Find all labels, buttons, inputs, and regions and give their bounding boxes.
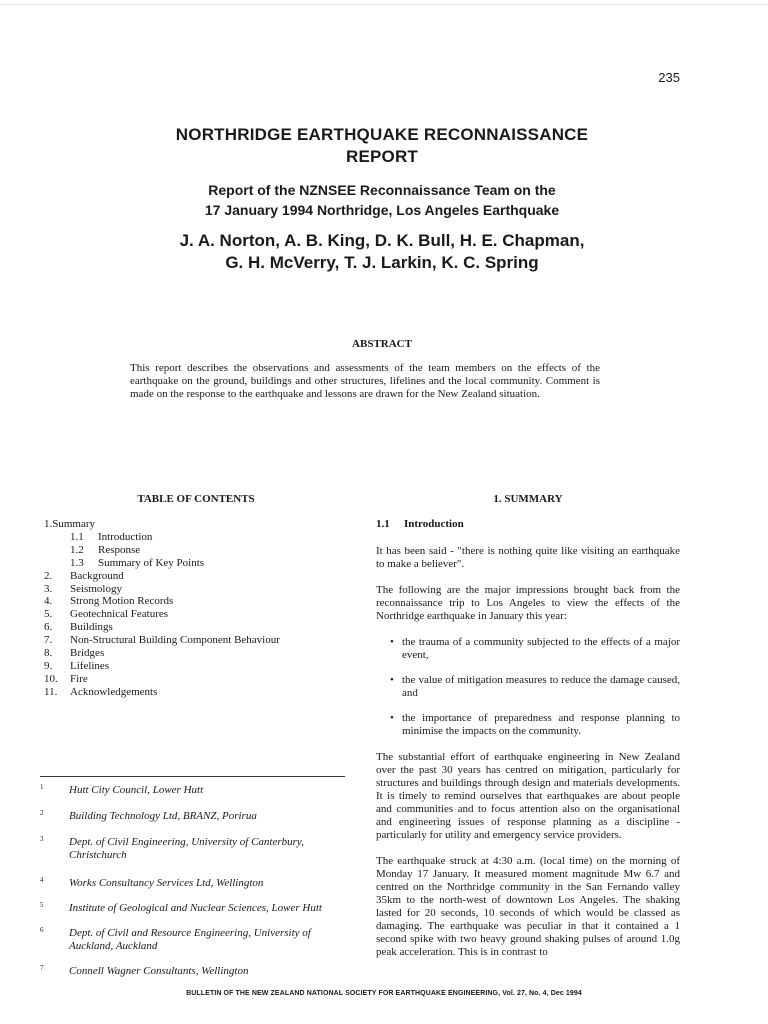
toc-item-number: 6. xyxy=(44,621,53,634)
toc-item xyxy=(44,583,280,596)
abstract-heading: ABSTRACT xyxy=(352,338,412,350)
toc-item-label: Non-Structural Building Component Behaviour xyxy=(70,634,280,647)
toc-item-label: Geotechnical Features xyxy=(70,608,169,621)
toc-subitem-number: 1.1 xyxy=(70,530,84,543)
list-item xyxy=(376,712,680,738)
summary-heading: 1. SUMMARY xyxy=(493,493,563,505)
toc-item-label: Strong Motion Records xyxy=(70,595,174,608)
list-item-text: the value of mitigation measures to reduce the damage caused, and xyxy=(402,674,680,699)
toc-item xyxy=(44,634,280,647)
body-paragraph: It has been said - "there is nothing quite like visiting an earthquake to make a believer". xyxy=(376,545,680,570)
footnote-text: Connell Wagner Consultants, Wellington xyxy=(69,965,249,977)
body-paragraph: The substantial effort of earthquake engineering in New Zealand over the past 30 years has centred on mitigation, particularly for structures and buildings through design and materials developments. It is timely to remind ourselves that earthquakes are about people and communities and to focus attention also on the organisational and engineering issues of response planning as a discipline - particularly for utility and emergency service providers. xyxy=(376,751,680,841)
footnote-mark: 6 xyxy=(40,926,44,934)
bullet-icon: • xyxy=(390,674,394,686)
footnote-mark: 3 xyxy=(40,835,44,843)
scan-edge-rule xyxy=(0,4,768,5)
toc-item-number: 7. xyxy=(44,634,53,647)
section-label: Introduction xyxy=(404,518,464,530)
toc-item xyxy=(44,686,280,699)
bullet-icon: • xyxy=(390,712,394,724)
toc-item-number: 11. xyxy=(44,685,58,698)
body-paragraph: The earthquake struck at 4:30 a.m. (local time) on the morning of Monday 17 January. It measured moment magnitude Mw 6.7 and centred on the Northridge community in the San Fernando valley 35km to the north-west of downtown Los Angeles. The shaking lasted for 20 seconds, 10 seconds of which would be classed as damaging. The earthquake was peculiar in that it contained a 1 second spike with two heavy ground shaking pulses of around 1.0g peak acceleration. This is in contrast to xyxy=(376,855,680,958)
footnote-text: Works Consultancy Services Ltd, Wellington xyxy=(69,877,264,889)
toc-item-label: Background xyxy=(70,569,124,582)
footnote-mark: 4 xyxy=(40,876,44,884)
footnote-mark: 7 xyxy=(40,964,44,972)
paper-title xyxy=(100,124,664,168)
toc-item-label: Bridges xyxy=(70,647,105,660)
list-item-text: the trauma of a community subjected to the effects of a major event, xyxy=(402,636,680,661)
footnote xyxy=(40,877,352,890)
footnote xyxy=(40,902,352,915)
toc-item xyxy=(44,660,280,673)
toc-item-number: 5. xyxy=(44,608,53,621)
toc-item xyxy=(44,608,280,621)
toc-item-label: Buildings xyxy=(70,621,113,634)
summary-column xyxy=(376,493,680,972)
toc-item-label: Lifelines xyxy=(70,659,110,672)
list-item xyxy=(376,674,680,700)
authors-line-2: G. H. McVerry, T. J. Larkin, K. C. Spring xyxy=(225,253,539,272)
list-item xyxy=(376,636,680,662)
toc-subitem-label: Introduction xyxy=(98,530,153,543)
toc-item-number: 10. xyxy=(44,672,58,685)
toc-item xyxy=(44,673,280,686)
table-of-contents xyxy=(44,518,280,699)
toc-item xyxy=(44,647,280,660)
toc-subitem-number: 1.3 xyxy=(70,556,84,569)
bullet-icon: • xyxy=(390,636,394,648)
toc-item xyxy=(44,570,280,583)
toc-subitem xyxy=(44,531,280,544)
journal-footer: BULLETIN OF THE NEW ZEALAND NATIONAL SOCIETY FOR EARTHQUAKE ENGINEERING, Vol. 27, No. 4, Dec 1994 xyxy=(186,990,582,997)
toc-item-number: 3. xyxy=(44,582,53,595)
footnote-text: Dept. of Civil and Resource Engineering, University of Auckland, Auckland xyxy=(69,927,311,952)
body-paragraph: The following are the major impressions brought back from the reconnaissance trip to Los Angeles to view the effects of the Northridge earthquake in January this year: xyxy=(376,584,680,622)
footnote xyxy=(40,927,352,953)
footnote xyxy=(40,810,352,823)
footnote-mark: 1 xyxy=(40,783,44,791)
subtitle-line-2: 17 January 1994 Northridge, Los Angeles Earthquake xyxy=(204,202,560,218)
footnote-text: Hutt City Council, Lower Hutt xyxy=(69,784,204,796)
paper-subtitle xyxy=(100,180,664,220)
footnote xyxy=(40,784,352,797)
toc-item-label: Seismology xyxy=(70,582,122,595)
toc-heading: TABLE OF CONTENTS xyxy=(137,493,255,505)
toc-item-label: Fire xyxy=(70,672,88,685)
toc-item-number: 8. xyxy=(44,647,53,660)
introduction-heading xyxy=(376,518,680,531)
page-number: 235 xyxy=(658,70,680,85)
title-line-2: REPORT xyxy=(345,147,419,166)
affiliation-footnotes xyxy=(40,784,352,978)
toc-subitem-label: Summary of Key Points xyxy=(98,556,205,569)
toc-item xyxy=(44,595,280,608)
footnote-divider xyxy=(40,776,345,777)
footnote-mark: 2 xyxy=(40,809,44,817)
footnote-text: Institute of Geological and Nuclear Sciences, Lower Hutt xyxy=(69,902,322,914)
impressions-list xyxy=(376,636,680,738)
footnote xyxy=(40,836,352,862)
author-list xyxy=(100,230,664,274)
toc-item-number: 2. xyxy=(44,569,53,582)
title-line-1: NORTHRIDGE EARTHQUAKE RECONNAISSANCE xyxy=(175,125,589,144)
toc-subitem xyxy=(44,544,280,557)
list-item-text: the importance of preparedness and response planning to minimise the impacts on the community. xyxy=(402,712,680,737)
toc-item xyxy=(44,621,280,634)
toc-subitem-label: Response xyxy=(98,543,141,556)
abstract-text: This report describes the observations and assessments of the team members on the effects of the earthquake on the ground, buildings and other structures, lifelines and the local community. Comment is made on the response to the earthquake and lessons are drawn for the New Zealand situation. xyxy=(130,362,600,400)
footnote xyxy=(40,965,352,978)
authors-line-1: J. A. Norton, A. B. King, D. K. Bull, H. E. Chapman, xyxy=(179,231,585,250)
toc-item-number: 9. xyxy=(44,659,53,672)
footnote-mark: 5 xyxy=(40,901,44,909)
toc-item-summary: 1.Summary xyxy=(44,518,96,530)
toc-subitem xyxy=(44,557,280,570)
footnote-text: Building Technology Ltd, BRANZ, Porirua xyxy=(69,810,257,822)
footnote-text: Dept. of Civil Engineering, University of Canterbury, Christchurch xyxy=(69,836,304,861)
subtitle-line-1: Report of the NZNSEE Reconnaissance Team on the xyxy=(208,182,556,198)
toc-item-number: 4. xyxy=(44,595,53,608)
section-number: 1.1 xyxy=(376,518,390,530)
toc-subitem-number: 1.2 xyxy=(70,543,84,556)
toc-item-label: Acknowledgements xyxy=(70,685,158,698)
